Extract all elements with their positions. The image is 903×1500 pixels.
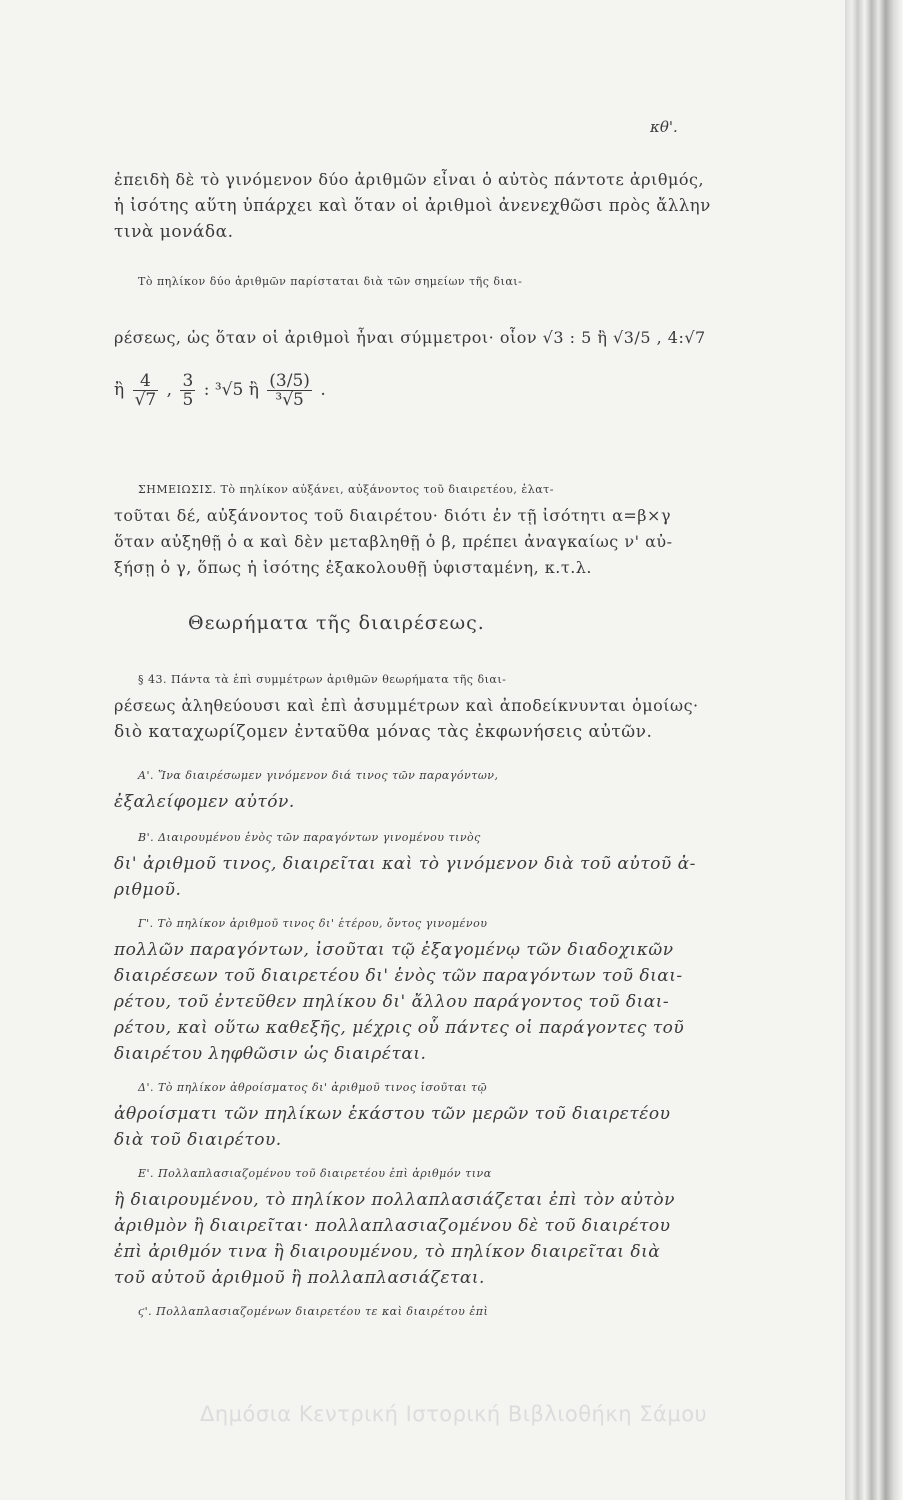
theorem-line: ἢ διαιρουμένου, τὸ πηλίκον πολλαπλασιάζεται ἐπὶ τὸν αὐτὸν [114,1190,675,1210]
text-line: ἐπειδὴ δὲ τὸ γινόμενον δύο ἀριθμῶν εἶναι ὁ αὐτὸς πάντοτε ἀριθμός, [114,170,705,189]
formula-prefix: ἢ [114,380,125,400]
fraction-denominator: 5 [182,390,194,410]
text-line: § 43. Πάντα τὰ ἐπὶ συμμέτρων ἀριθμῶν θεωρήματα τῆς διαι- [138,673,507,686]
text-line: ξήσῃ ὁ γ, ὅπως ἡ ἰσότης ἐξακολουθῇ ὑφισταμένη, κ.τ.λ. [114,558,593,577]
text-line: ρέσεως ἀληθεύουσι καὶ ἐπὶ ἀσυμμέτρων καὶ ἀποδείκνυνται ὁμοίως· [114,696,699,715]
formula-separator: , [166,380,173,400]
theorem-line: ἐξαλείφομεν αὐτόν. [114,792,295,812]
text-line: ρέσεως, ὡς ὅταν οἱ ἀριθμοὶ ἦναι σύμμετροι· οἷον √3 : 5 ἢ √3/5 , 4:√7 [114,328,706,347]
theorem-line: διὰ τοῦ διαιρέτου. [114,1130,282,1150]
text-line: Τὸ πηλίκον δύο ἀριθμῶν παρίσταται διὰ τῶν σημείων τῆς διαι- [138,275,523,288]
text-line: τινὰ μονάδα. [114,222,234,242]
theorem-line: ρέτου, καὶ οὕτω καθεξῆς, μέχρις οὗ πάντες οἱ παράγοντες τοῦ [114,1018,685,1038]
text-line: διὸ καταχωρίζομεν ἐνταῦθα μόνας τὰς ἐκφωνήσεις αὐτῶν. [114,722,653,742]
fraction-numerator: 4 [133,372,159,391]
theorem-line: ϛ'. Πολλαπλασιαζομένων διαιρετέου τε καὶ διαιρέτου ἐπὶ [138,1305,489,1318]
theorem-line: διαιρέτου ληφθῶσιν ὡς διαιρέται. [114,1044,427,1064]
theorem-line: Β'. Διαιρουμένου ἑνὸς τῶν παραγόντων γινομένου τινὸς [138,831,481,844]
formula-line [114,372,326,409]
formula-middle: : ³√5 ἢ [203,380,259,400]
text-line: ΣΗΜΕΙΩΣΙΣ. Τὸ πηλίκον αὐξάνει, αὐξάνοντος τοῦ διαιρετέου, ἐλατ- [138,483,554,496]
fraction-denominator: ³√5 [275,390,304,410]
text-line: τοῦται δέ, αὐξάνοντος τοῦ διαιρέτου· διότι ἐν τῇ ἰσότητι α=β×γ [114,506,672,525]
fraction-1 [133,372,159,409]
fraction-denominator: √7 [134,390,157,410]
theorem-line: Γ'. Τὸ πηλίκον ἀριθμοῦ τινος δι' ἑτέρου, ὄντος γινομένου [138,917,488,930]
theorem-line: ριθμοῦ. [114,880,182,900]
theorem-line: ρέτου, τοῦ ἐντεῦθεν πηλίκου δι' ἄλλου παράγοντος τοῦ διαι- [114,992,670,1012]
theorem-line: πολλῶν παραγόντων, ἰσοῦται τῷ ἐξαγομένῳ τῶν διαδοχικῶν [114,940,674,960]
page-number: κθ'. [650,118,678,136]
theorem-line: ἐπὶ ἀριθμόν τινα ἢ διαιρουμένου, τὸ πηλίκον διαιρεῖται διὰ [114,1242,661,1262]
theorem-line: τοῦ αὐτοῦ ἀριθμοῦ ἢ πολλαπλασιάζεται. [114,1268,485,1288]
fraction-numerator: 3 [182,371,194,391]
library-watermark: Δημόσια Κεντρική Ιστορική Βιβλιοθήκη Σάμου [200,1402,708,1426]
formula-end: . [320,380,326,400]
theorem-line: διαιρέσεων τοῦ διαιρετέου δι' ἑνὸς τῶν παραγόντων τοῦ διαι- [114,966,683,986]
fraction-3 [267,372,312,409]
book-page-edges [845,0,903,1500]
theorem-line: Α'. Ἵνα διαιρέσωμεν γινόμενον διά τινος τῶν παραγόντων, [138,769,499,782]
theorem-line: Δ'. Τὸ πηλίκον ἀθροίσματος δι' ἀριθμοῦ τινος ἰσοῦται τῷ [138,1081,488,1094]
theorem-line: ἀριθμὸν ἢ διαιρεῖται· πολλαπλασιαζομένου δὲ τοῦ διαιρέτου [114,1216,671,1236]
text-line: ἡ ἰσότης αὕτη ὑπάρχει καὶ ὅταν οἱ ἀριθμοὶ ἀνενεχθῶσι πρὸς ἄλλην [114,196,711,215]
text-line: ὅταν αὐξηθῇ ὁ α καὶ δὲν μεταβληθῇ ὁ β, πρέπει ἀναγκαίως ν' αὐ- [114,532,673,551]
section-heading: Θεωρήματα τῆς διαιρέσεως. [188,612,485,634]
theorem-line: Ε'. Πολλαπλασιαζομένου τοῦ διαιρετέου ἐπὶ ἀριθμόν τινα [138,1167,492,1180]
fraction-2 [180,372,195,409]
theorem-line: δι' ἀριθμοῦ τινος, διαιρεῖται καὶ τὸ γινόμενον διὰ τοῦ αὐτοῦ ἀ- [114,854,696,874]
theorem-line: ἀθροίσματι τῶν πηλίκων ἑκάστου τῶν μερῶν τοῦ διαιρετέου [114,1104,671,1124]
fraction-numerator: (3/5) [269,371,310,391]
